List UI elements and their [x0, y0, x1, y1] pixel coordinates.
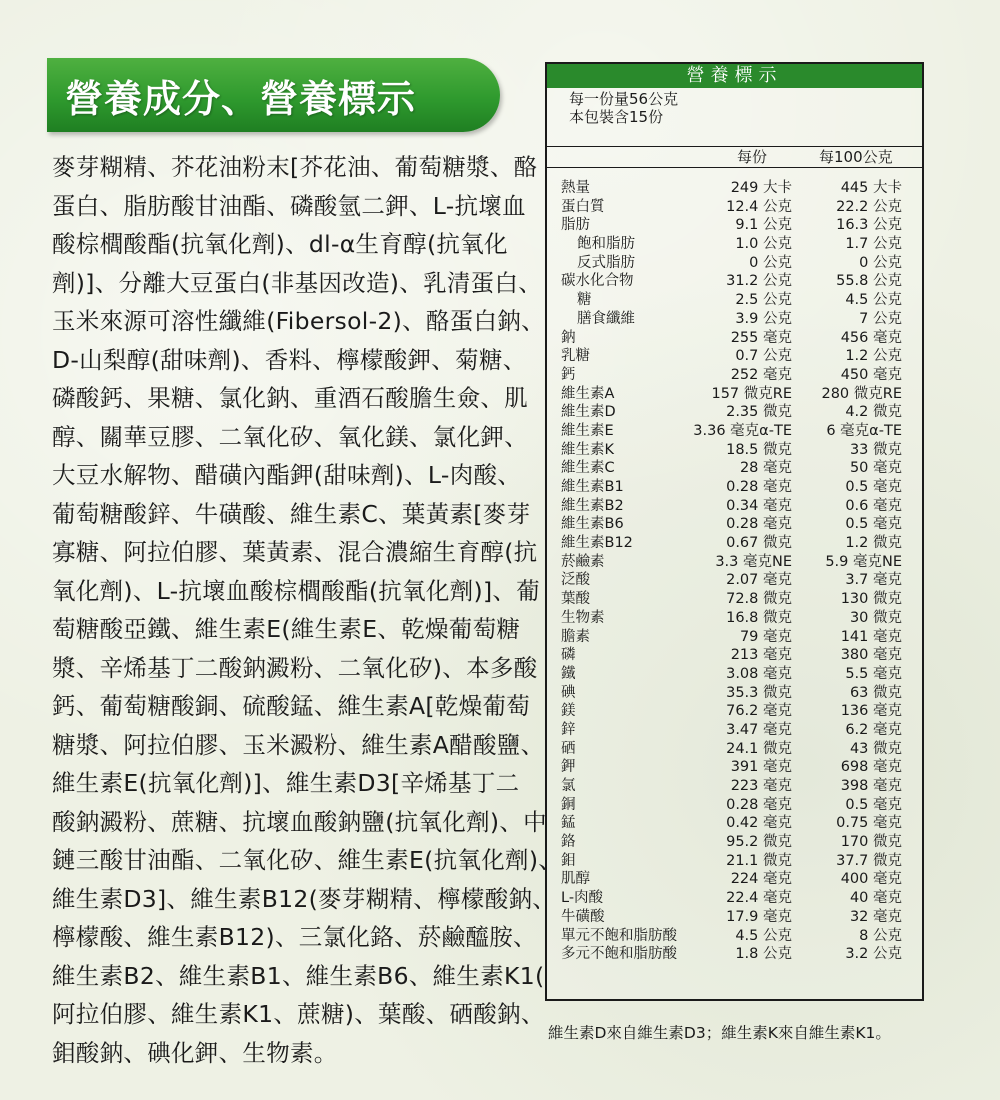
nutrient-row — [547, 515, 922, 534]
nutrient-name: 鉀 — [561, 759, 576, 776]
per-100g-value: 136 毫克 — [840, 703, 902, 720]
panel-heading: 營養標示 — [547, 64, 922, 88]
nutrient-row — [547, 702, 922, 721]
ingredients-line: 酸鈉澱粉、蔗糖、抗壞血酸鈉鹽(抗氧化劑)、中 — [52, 807, 547, 836]
per-100g-value: 0.5 毫克 — [845, 796, 902, 813]
per-100g-value: 445 大卡 — [840, 180, 902, 196]
per-100g-value: 22.2 公克 — [836, 198, 902, 215]
nutrient-name: 維生素K — [561, 441, 615, 458]
nutrient-name: 膽素 — [561, 628, 590, 645]
nutrient-row — [547, 571, 922, 590]
nutrient-name: 脂肪 — [561, 217, 590, 234]
nutrient-row — [547, 889, 922, 908]
nutrient-name: 熱量 — [561, 180, 590, 196]
nutrient-name: 多元不飽和脂肪酸 — [561, 946, 677, 963]
per-100g-value: 5.5 毫克 — [845, 665, 902, 682]
per-serving-value: 17.9 毫克 — [726, 908, 792, 925]
nutrient-name: 錳 — [561, 815, 576, 832]
nutrient-name: 維生素B6 — [561, 516, 624, 533]
col-per-100g: 每100公克 — [819, 148, 893, 166]
per-serving-value: 3.36 毫克α-TE — [693, 422, 792, 439]
ingredients-line: 鏈三酸甘油酯、二氧化矽、維生素E(抗氧化劑)、 — [52, 846, 563, 874]
nutrient-row — [547, 403, 922, 422]
per-100g-value: 43 微克 — [849, 740, 902, 757]
nutrient-row — [547, 852, 922, 871]
column-headers — [547, 146, 922, 168]
per-100g-value: 33 微克 — [849, 441, 902, 458]
nutrient-name: 泛酸 — [561, 572, 590, 589]
ingredients-line: 糖漿、阿拉伯膠、玉米澱粉、維生素A醋酸鹽、 — [52, 730, 545, 759]
nutrient-row — [547, 235, 922, 254]
nutrient-row — [547, 758, 922, 777]
per-serving-value: 31.2 公克 — [726, 273, 792, 290]
per-serving-value: 1.8 公克 — [735, 946, 792, 963]
col-per-serving: 每份 — [737, 148, 768, 166]
per-serving-value: 0.28 毫克 — [726, 479, 792, 495]
ingredients-line: 鈣、葡萄糖酸銅、硫酸錳、維生素A[乾燥葡萄 — [52, 692, 531, 720]
per-serving-value: 4.5 公克 — [735, 927, 792, 944]
per-100g-value: 1.2 公克 — [845, 348, 902, 365]
per-100g-value: 0 公克 — [859, 254, 902, 271]
serving-size: 每一份量56公克 — [569, 90, 679, 108]
nutrition-facts-panel — [545, 62, 924, 1001]
per-serving-value: 2.5 公克 — [735, 292, 792, 309]
nutrient-name: 維生素D — [561, 404, 616, 421]
per-100g-value: 16.3 公克 — [836, 217, 902, 234]
nutrient-row — [547, 422, 922, 441]
per-serving-value: 95.2 微克 — [726, 834, 792, 851]
per-100g-value: 0.5 毫克 — [845, 479, 902, 495]
ingredients-line: 酸棕櫚酸酯(抗氧化劑)、dl-α生育醇(抗氧化 — [52, 230, 508, 258]
per-serving-value: 0.42 毫克 — [726, 815, 792, 832]
per-serving-value: 3.3 毫克NE — [715, 553, 792, 570]
per-100g-value: 3.7 毫克 — [845, 572, 902, 589]
ingredients-line: 玉米來源可溶性纖維(Fibersol-2)、酪蛋白鈉、 — [52, 307, 545, 335]
per-100g-value: 3.2 公克 — [845, 946, 902, 963]
nutrient-name: 維生素A — [561, 385, 615, 402]
nutrient-row — [547, 814, 922, 833]
per-serving-value: 76.2 毫克 — [726, 703, 792, 720]
ingredients-line: 葡萄糖酸鋅、牛磺酸、維生素C、葉黃素[麥芽 — [52, 499, 531, 528]
per-100g-value: 280 微克RE — [821, 385, 902, 402]
nutrient-name: 生物素 — [561, 609, 605, 626]
nutrient-row — [547, 310, 922, 329]
nutrient-row — [547, 329, 922, 348]
ingredients-line: 麥芽糊精、芥花油粉末[芥花油、葡萄糖漿、酪 — [52, 153, 538, 181]
ingredients-line: 大豆水解物、醋磺內酯鉀(甜味劑)、L-肉酸、 — [52, 461, 522, 489]
nutrient-name: 碳水化合物 — [561, 273, 634, 290]
nutrient-row — [547, 553, 922, 572]
per-serving-value: 1.0 公克 — [735, 236, 792, 253]
section-title-banner — [47, 58, 500, 132]
per-100g-value: 1.7 公克 — [845, 236, 902, 253]
per-100g-value: 398 毫克 — [840, 778, 902, 794]
per-serving-value: 0 公克 — [749, 254, 792, 271]
per-100g-value: 170 微克 — [840, 834, 902, 851]
nutrient-name: 維生素B12 — [561, 535, 633, 552]
nutrient-row — [547, 777, 922, 796]
nutrient-row — [547, 740, 922, 759]
per-serving-value: 24.1 微克 — [726, 740, 792, 757]
ingredients-line: 漿、辛烯基丁二酸鈉澱粉、二氧化矽)、本多酸 — [52, 653, 538, 682]
per-serving-value: 255 毫克 — [730, 329, 792, 346]
nutrient-row — [547, 291, 922, 310]
per-100g-value: 4.2 微克 — [845, 404, 902, 421]
per-serving-value: 0.28 毫克 — [726, 516, 792, 533]
per-100g-value: 7 公克 — [859, 310, 902, 327]
ingredients-line: 蛋白、脂肪酸甘油酯、磷酸氫二鉀、L-抗壞血 — [52, 191, 526, 220]
nutrient-name: 反式脂肪 — [577, 254, 635, 271]
nutrient-row — [547, 216, 922, 235]
per-100g-value: 380 毫克 — [840, 647, 902, 664]
nutrient-name: 鎂 — [561, 703, 576, 720]
per-100g-value: 450 毫克 — [840, 366, 902, 383]
nutrient-row — [547, 179, 922, 198]
nutrient-name: 牛磺酸 — [561, 908, 605, 925]
per-100g-value: 4.5 公克 — [845, 292, 902, 309]
per-100g-value: 37.7 微克 — [836, 852, 902, 869]
ingredients-line: 磷酸鈣、果糖、氯化鈉、重酒石酸膽生僉、肌 — [52, 384, 528, 412]
per-100g-value: 6.2 毫克 — [845, 721, 902, 738]
nutrient-row — [547, 198, 922, 217]
nutrient-name: 乳糖 — [561, 348, 590, 365]
nutrient-row — [547, 927, 922, 946]
per-100g-value: 400 毫克 — [840, 871, 902, 888]
per-100g-value: 0.75 毫克 — [836, 815, 902, 832]
per-serving-value: 3.47 毫克 — [726, 721, 792, 738]
per-serving-value: 3.9 公克 — [735, 310, 792, 327]
per-serving-value: 157 微克RE — [711, 385, 792, 402]
nutrient-name: 銅 — [561, 796, 576, 813]
page-title: 營養成分、營養標示 — [65, 76, 417, 121]
nutrient-row — [547, 628, 922, 647]
ingredients-line: 鉬酸鈉、碘化鉀、生物素。 — [52, 1038, 338, 1067]
nutrient-row — [547, 833, 922, 852]
per-100g-value: 698 毫克 — [840, 759, 902, 776]
nutrient-name: 維生素B1 — [561, 479, 624, 495]
per-serving-value: 2.35 微克 — [726, 404, 792, 421]
per-100g-value: 5.9 毫克NE — [825, 553, 902, 570]
per-100g-value: 50 毫克 — [849, 460, 902, 477]
nutrient-row — [547, 254, 922, 273]
per-serving-value: 223 毫克 — [730, 778, 792, 794]
nutrient-name: 膳食纖維 — [577, 310, 635, 327]
nutrient-row — [547, 366, 922, 385]
per-serving-value: 35.3 微克 — [726, 684, 792, 701]
nutrient-row — [547, 590, 922, 609]
per-serving-value: 391 毫克 — [730, 759, 792, 776]
nutrient-row — [547, 497, 922, 516]
ingredients-list — [52, 148, 563, 1072]
per-100g-value: 141 毫克 — [840, 628, 902, 645]
per-serving-value: 12.4 公克 — [726, 198, 792, 215]
per-100g-value: 8 公克 — [859, 927, 902, 944]
nutrient-row — [547, 870, 922, 889]
per-serving-value: 9.1 公克 — [735, 217, 792, 234]
per-100g-value: 130 微克 — [840, 591, 902, 608]
nutrient-name: 維生素E — [561, 422, 614, 439]
per-serving-value: 249 大卡 — [730, 180, 792, 196]
nutrient-name: 磷 — [561, 647, 576, 664]
per-100g-value: 0.5 毫克 — [845, 516, 902, 533]
nutrient-row — [547, 796, 922, 815]
nutrient-name: 維生素C — [561, 460, 615, 477]
nutrient-row — [547, 272, 922, 291]
ingredients-line: 劑)]、分離大豆蛋白(非基因改造)、乳清蛋白、 — [52, 268, 543, 297]
nutrient-name: 菸鹼素 — [561, 553, 605, 570]
nutrient-row — [547, 609, 922, 628]
per-serving-value: 2.07 毫克 — [726, 572, 792, 589]
serving-info — [547, 88, 922, 126]
nutrient-name: 氯 — [561, 778, 576, 794]
nutrient-name: 糖 — [577, 292, 592, 309]
nutrient-rows — [547, 179, 922, 964]
per-100g-value: 30 微克 — [849, 609, 902, 626]
per-100g-value: 1.2 微克 — [845, 535, 902, 552]
nutrient-row — [547, 534, 922, 553]
ingredients-line: 維生素B2、維生素B1、維生素B6、維生素K1( — [52, 961, 545, 990]
footnote: 維生素D來自維生素D3；維生素K來自維生素K1。 — [548, 1024, 891, 1042]
per-serving-value: 21.1 微克 — [726, 852, 792, 869]
nutrient-name: 單元不飽和脂肪酸 — [561, 927, 677, 944]
ingredients-line: 醇、關華豆膠、二氧化矽、氧化鎂、氯化鉀、 — [52, 422, 528, 451]
per-100g-value: 40 毫克 — [849, 890, 902, 907]
per-100g-value: 55.8 公克 — [836, 273, 902, 290]
nutrient-name: 鉬 — [561, 852, 576, 869]
nutrient-row — [547, 441, 922, 460]
ingredients-line: 維生素E(抗氧化劑)]、維生素D3[辛烯基丁二 — [52, 769, 520, 797]
nutrient-row — [547, 385, 922, 404]
per-100g-value: 456 毫克 — [840, 329, 902, 346]
ingredients-line: 寡糖、阿拉伯膠、葉黃素、混合濃縮生育醇(抗 — [52, 538, 538, 566]
per-100g-value: 63 微克 — [849, 684, 902, 701]
per-serving-value: 79 毫克 — [739, 628, 792, 645]
nutrient-name: 飽和脂肪 — [577, 236, 635, 253]
ingredients-line: 維生素D3]、維生素B12(麥芽糊精、檸檬酸鈉、 — [52, 884, 557, 913]
nutrient-name: L-肉酸 — [561, 890, 604, 907]
nutrient-row — [547, 478, 922, 497]
nutrient-name: 蛋白質 — [561, 198, 605, 215]
servings-per-package: 本包裝含15份 — [569, 108, 664, 126]
per-serving-value: 224 毫克 — [730, 871, 792, 888]
per-serving-value: 213 毫克 — [730, 647, 792, 664]
per-serving-value: 0.28 毫克 — [726, 796, 792, 813]
nutrient-name: 硒 — [561, 740, 576, 757]
nutrient-name: 碘 — [561, 684, 576, 701]
ingredients-line: 檸檬酸、維生素B12)、三氯化鉻、菸鹼醯胺、 — [52, 923, 537, 951]
per-serving-value: 0.67 微克 — [726, 535, 792, 552]
per-serving-value: 18.5 微克 — [726, 441, 792, 458]
nutrient-row — [547, 684, 922, 703]
nutrient-name: 葉酸 — [561, 591, 590, 608]
nutrient-name: 鈉 — [561, 329, 576, 346]
nutrient-name: 鉻 — [561, 834, 576, 851]
per-serving-value: 0.7 公克 — [735, 348, 792, 365]
per-serving-value: 72.8 微克 — [726, 591, 792, 608]
per-serving-value: 0.34 毫克 — [726, 497, 792, 514]
nutrient-row — [547, 721, 922, 740]
nutrient-row — [547, 665, 922, 684]
nutrient-row — [547, 646, 922, 665]
nutrient-name: 肌醇 — [561, 871, 590, 888]
nutrient-row — [547, 347, 922, 366]
nutrient-name: 維生素B2 — [561, 497, 624, 514]
per-100g-value: 0.6 毫克 — [845, 497, 902, 514]
per-serving-value: 28 毫克 — [739, 460, 792, 477]
per-serving-value: 16.8 微克 — [726, 609, 792, 626]
ingredients-line: 氧化劑)、L-抗壞血酸棕櫚酸酯(抗氧化劑)]、葡 — [52, 576, 541, 605]
per-serving-value: 3.08 毫克 — [726, 665, 792, 682]
per-100g-value: 6 毫克α-TE — [826, 422, 902, 439]
nutrient-row — [547, 945, 922, 964]
per-serving-value: 252 毫克 — [730, 366, 792, 383]
nutrient-row — [547, 459, 922, 478]
per-100g-value: 32 毫克 — [849, 908, 902, 925]
ingredients-line: D-山梨醇(甜味劑)、香料、檸檬酸鉀、菊糖、 — [52, 345, 527, 374]
nutrient-row — [547, 908, 922, 927]
ingredients-line: 萄糖酸亞鐵、維生素E(維生素E、乾燥葡萄糖 — [52, 615, 521, 643]
ingredients-line: 阿拉伯膠、維生素K1、蔗糖)、葉酸、硒酸鈉、 — [52, 1000, 545, 1028]
nutrient-name: 鐵 — [561, 665, 576, 682]
nutrient-name: 鈣 — [561, 366, 576, 383]
nutrient-name: 鋅 — [561, 721, 576, 738]
per-serving-value: 22.4 毫克 — [726, 890, 792, 907]
